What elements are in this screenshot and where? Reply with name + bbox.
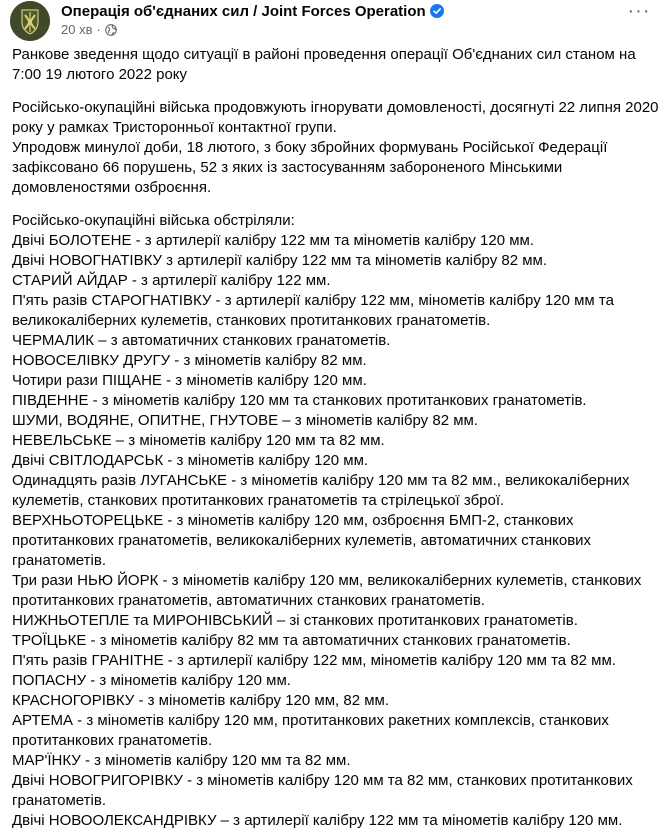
list-item: Двічі БОЛОТЕНЕ - з артилерії калібру 122 мм та мінометів калібру 120 мм. bbox=[12, 232, 535, 249]
list-item: СТАРИЙ АЙДАР - з артилерії калібру 122 мм. bbox=[12, 272, 331, 289]
list-item: МАР'ЇНКУ - з мінометів калібру 120 мм та 82 мм. bbox=[12, 752, 351, 769]
post-body bbox=[12, 45, 662, 831]
post-header bbox=[10, 0, 660, 42]
list-item: ПІВДЕННЕ - з мінометів калібру 120 мм та станкових протитанкових гранатометів. bbox=[12, 392, 587, 409]
list-item: НОВОСЕЛІВКУ ДРУГУ - з мінометів калібру 82 мм. bbox=[12, 352, 367, 369]
avatar[interactable] bbox=[10, 1, 50, 41]
list-item: Двічі СВІТЛОДАРСЬК - з мінометів калібру 120 мм. bbox=[12, 452, 369, 469]
list-item: Двічі НОВОГРИГОРІВКУ - з мінометів калібру 120 мм та 82 мм, станкових протитанкових гранатометів. bbox=[12, 772, 633, 809]
list-item: КРАСНОГОРІВКУ - з мінометів калібру 120 мм, 82 мм. bbox=[12, 692, 389, 709]
emblem-icon bbox=[10, 1, 50, 41]
list-item: Двічі НОВОГНАТІВКУ з артилерії калібру 122 мм та мінометів калібру 82 мм. bbox=[12, 252, 548, 269]
list-item: Три рази НЬЮ ЙОРК - з мінометів калібру 120 мм, великокаліберних кулеметів, станкових протитанкових гранатометів, автоматичних станкових гранатометів. bbox=[12, 572, 642, 609]
list-item: НИЖНЬОТЕПЛЕ та МИРОНІВСЬКИЙ – зі станкових протитанкових гранатометів. bbox=[12, 612, 578, 629]
intro-paragraph: Ранкове зведення щодо ситуації в районі проведення операції Об'єднаних сил станом на 7:00 19 лютого 2022 року bbox=[12, 46, 636, 83]
list-item: ЧЕРМАЛИК – з автоматичних станкових гранатометів. bbox=[12, 332, 391, 349]
list-item: Двічі НОВООЛЕКСАНДРІВКУ – з артилерії калібру 122 мм та мінометів калібру 120 мм. bbox=[12, 812, 623, 829]
list-heading: Російсько-окупаційні війська обстріляли: bbox=[12, 212, 295, 229]
globe-icon[interactable] bbox=[105, 24, 117, 39]
list-item: Чотири рази ПІЩАНЕ - з мінометів калібру 120 мм. bbox=[12, 372, 367, 389]
list-item: ШУМИ, ВОДЯНЕ, ОПИТНЕ, ГНУТОВЕ – з мінометів калібру 82 мм. bbox=[12, 412, 478, 429]
page-name[interactable]: Операція об'єднаних сил / Joint Forces Operation bbox=[61, 3, 426, 20]
list-item: АРТЕМА - з мінометів калібру 120 мм, протитанкових ракетних комплексів, станкових протитанкових гранатометів. bbox=[12, 712, 609, 749]
list-item: НЕВЕЛЬСЬКЕ – з мінометів калібру 120 мм та 82 мм. bbox=[12, 432, 385, 449]
paragraph-agreements: Російсько-окупаційні війська продовжують ігнорувати домовленості, досягнуті 22 липня 2020 року у рамках Тристоронньої контактної групи. bbox=[12, 99, 659, 136]
page-name-link[interactable] bbox=[61, 3, 444, 22]
list-item: ПОПАСНУ - з мінометів калібру 120 мм. bbox=[12, 672, 291, 689]
list-item: ТРОЇЦЬКЕ - з мінометів калібру 82 мм та автоматичних станкових гранатометів. bbox=[12, 632, 571, 649]
paragraph-violations: Упродовж минулої доби, 18 лютого, з боку збройних формувань Російської Федерації зафіксовано 66 порушень, 52 з яких із застосуванням забороненого Мінськими домовленостями озброєння. bbox=[12, 139, 608, 196]
list-item: П'ять разів ГРАНІТНЕ - з артилерії калібру 122 мм, мінометів калібру 120 мм та 82 мм. bbox=[12, 652, 616, 669]
separator-dot: · bbox=[96, 22, 101, 37]
list-item: Одинадцять разів ЛУГАНСЬКЕ - з мінометів калібру 120 мм та 82 мм., великокаліберних кулеметів, станкових протитанкових гранатометів та стрілецької зброї. bbox=[12, 472, 630, 509]
list-item: ВЕРХНЬОТОРЕЦЬКЕ - з мінометів калібру 120 мм, озброєння БМП-2, станкових протитанкових гранатометів, великокаліберних кулеметів, автоматичних станкових гранатометів. bbox=[12, 512, 592, 569]
post-timestamp[interactable]: 20 хв bbox=[61, 22, 93, 37]
verified-badge-icon bbox=[430, 4, 444, 22]
more-options-button[interactable]: ··· bbox=[627, 0, 651, 22]
post-meta bbox=[61, 22, 117, 39]
list-item: П'ять разів СТАРОГНАТІВКУ - з артилерії калібру 122 мм, мінометів калібру 120 мм та великокаліберних кулеметів, станкових протитанкових гранатометів. bbox=[12, 292, 614, 329]
